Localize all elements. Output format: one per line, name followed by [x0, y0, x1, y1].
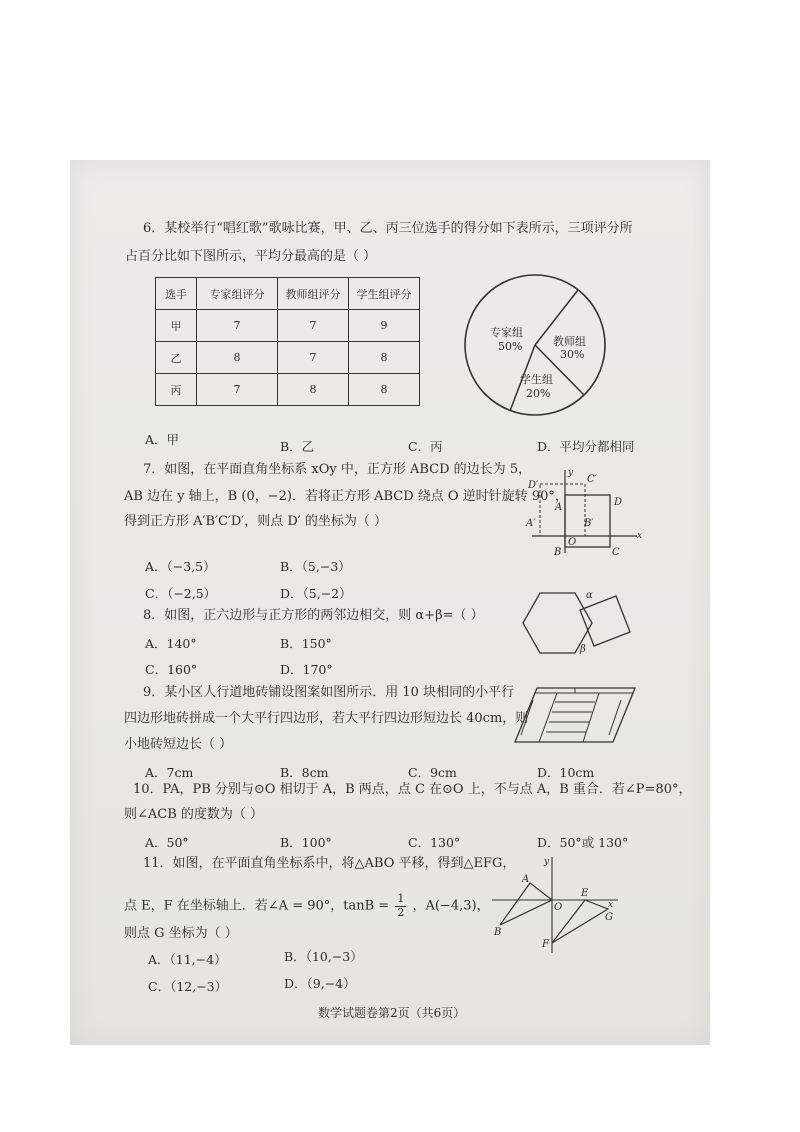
table-header: 专家组评分 — [197, 278, 278, 310]
q7-option-a[interactable]: A．（−3,5） — [145, 559, 216, 574]
table-cell: 7 — [197, 310, 278, 342]
table-cell: 乙 — [156, 342, 197, 374]
tile-edge — [539, 693, 557, 742]
q9-option-b[interactable]: B．8cm — [280, 765, 329, 780]
q6-text-line1: 6．某校举行“唱红歌”歌咏比赛，甲、乙、丙三位选手的得分如下表所示，三项评分所 — [143, 221, 633, 236]
tile-edge — [609, 700, 621, 735]
q6-pie-chart — [460, 270, 610, 420]
table-cell: 9 — [349, 310, 420, 342]
fig-label: x — [608, 900, 614, 910]
q7-option-c[interactable]: C．（−2,5） — [145, 586, 217, 601]
q9-tile-figure — [515, 680, 645, 750]
q6-score-table — [155, 277, 420, 406]
q7-option-d[interactable]: D．（5,−2） — [280, 586, 352, 601]
q8-option-b[interactable]: B．150° — [280, 636, 332, 651]
q7-option-b[interactable]: B．（5,−3） — [280, 559, 351, 574]
q10-option-a[interactable]: A．50° — [145, 835, 189, 850]
q7-text-line2: AB 边在 y 轴上，B (0，−2)．若将正方形 ABCD 绕点 O 逆时针旋转 90°， — [124, 489, 568, 504]
fig-label: C′ — [587, 474, 597, 485]
q11-option-d[interactable]: D．（9,−4） — [284, 976, 356, 991]
q11-option-c[interactable]: C．（12,−3） — [148, 979, 228, 994]
q7-text-line3: 得到正方形 A′B′C′D′，则点 D′ 的坐标为（ ） — [124, 514, 388, 529]
tile-edge — [583, 693, 599, 742]
q11-text-line1: 11．如图，在平面直角坐标系中，将△ABO 平移，得到△EFG， — [143, 856, 516, 871]
table-header: 选手 — [156, 278, 197, 310]
fig-label: F — [542, 939, 549, 950]
fig-label: A — [522, 874, 530, 885]
table-cell: 8 — [349, 342, 420, 374]
pie-pct-expert: 50% — [498, 340, 523, 353]
page-footer: 数学试题卷第2页（共6页） — [318, 1006, 466, 1020]
table-cell: 7 — [278, 310, 349, 342]
table-cell: 8 — [349, 374, 420, 406]
q6-option-c[interactable]: C．丙 — [408, 439, 443, 454]
fig-label: D — [614, 497, 623, 508]
table-header: 学生组评分 — [349, 278, 420, 310]
q7-text-line1: 7．如图，在平面直角坐标系 xOy 中，正方形 ABCD 的边长为 5， — [143, 462, 532, 477]
table-cell: 甲 — [156, 310, 197, 342]
q11-text-part: ，A(−4,3)， — [412, 898, 490, 914]
large-parallelogram — [515, 688, 635, 742]
fraction-numerator: 1 — [397, 892, 405, 905]
q11-text-line2a — [124, 893, 490, 919]
table-header: 教师组评分 — [278, 278, 349, 310]
table-cell: 7 — [278, 342, 349, 374]
square — [580, 596, 630, 646]
table-cell: 8 — [197, 342, 278, 374]
tile-edge — [521, 700, 533, 735]
q11-text-line3: 则点 G 坐标为（ ） — [124, 926, 238, 941]
q10-option-c[interactable]: C．130° — [408, 835, 461, 850]
angle-beta-label: β — [580, 644, 586, 655]
pie-pct-student: 20% — [526, 387, 551, 400]
q11-option-b[interactable]: B．（10,−3） — [284, 949, 363, 964]
q9-option-c[interactable]: C．9cm — [408, 765, 457, 780]
q11-text-part: 点 E，F 在坐标轴上．若∠A = 90°，tanB = — [124, 898, 390, 914]
q9-text-line2: 四边形地砖拼成一个大平行四边形，若大平行四边形短边长 40cm，则 — [124, 711, 529, 726]
fig-label: y — [544, 857, 550, 867]
q11-figure — [490, 855, 630, 955]
q8-figure — [520, 588, 650, 658]
fig-label: G — [605, 912, 613, 923]
q6-option-d[interactable]: D．平均分都相同 — [537, 439, 635, 454]
q9-text-line3: 小地砖短边长（ ） — [124, 737, 233, 752]
q7-figure — [522, 468, 642, 558]
q10-option-b[interactable]: B．100° — [280, 835, 332, 850]
q6-option-a[interactable]: A．甲 — [145, 432, 180, 447]
table-cell: 7 — [197, 374, 278, 406]
q10-text-line1: 10．PA，PB 分别与⊙O 相切于 A，B 两点，点 C 在⊙O 上，不与点 A，B 重合．若∠P=80°， — [133, 782, 692, 797]
table-cell: 丙 — [156, 374, 197, 406]
fig-label: y — [568, 468, 574, 478]
q9-text-line1: 9．某小区人行道地砖铺设图案如图所示．用 10 块相同的小平行 — [143, 685, 515, 700]
pie-label-student: 学生组 — [520, 373, 553, 386]
table-cell: 8 — [278, 374, 349, 406]
angle-alpha-label: α — [586, 590, 593, 601]
fig-label: B — [494, 927, 502, 938]
q9-option-a[interactable]: A．7cm — [145, 765, 194, 780]
fig-label: A — [555, 502, 563, 513]
fig-label: C — [612, 547, 620, 558]
q8-option-c[interactable]: C．160° — [145, 662, 198, 677]
fig-label: D′ — [528, 480, 539, 491]
q8-text-line1: 8．如图，正六边形与正方形的两邻边相交，则 α+β=（ ） — [143, 608, 484, 623]
q9-option-d[interactable]: D．10cm — [537, 765, 595, 780]
fraction-denominator: 2 — [397, 905, 405, 919]
pie-pct-teacher: 30% — [560, 348, 585, 361]
fig-label: E — [581, 888, 589, 899]
tan-fraction — [395, 893, 406, 919]
fig-label: O — [554, 902, 563, 913]
q11-option-a[interactable]: A．（11,−4） — [148, 952, 227, 967]
fig-label: B — [554, 547, 562, 558]
pie-label-teacher: 教师组 — [553, 335, 586, 348]
q6-option-b[interactable]: B．乙 — [280, 439, 315, 454]
q10-option-d[interactable]: D．50°或 130° — [537, 835, 629, 850]
q8-option-a[interactable]: A．140° — [145, 636, 197, 651]
fig-label: B′ — [584, 518, 594, 529]
pie-label-expert: 专家组 — [490, 326, 523, 339]
square-rotated — [540, 484, 585, 536]
triangle-abo — [500, 883, 552, 925]
q6-text-line2: 占百分比如下图所示，平均分最高的是（ ） — [125, 249, 377, 264]
fig-label: O — [568, 537, 577, 548]
fig-label: x — [637, 531, 643, 541]
q8-option-d[interactable]: D．170° — [280, 662, 333, 677]
fig-label: A′ — [526, 518, 536, 529]
q10-text-line2: 则∠ACB 的度数为（ ） — [124, 807, 264, 822]
